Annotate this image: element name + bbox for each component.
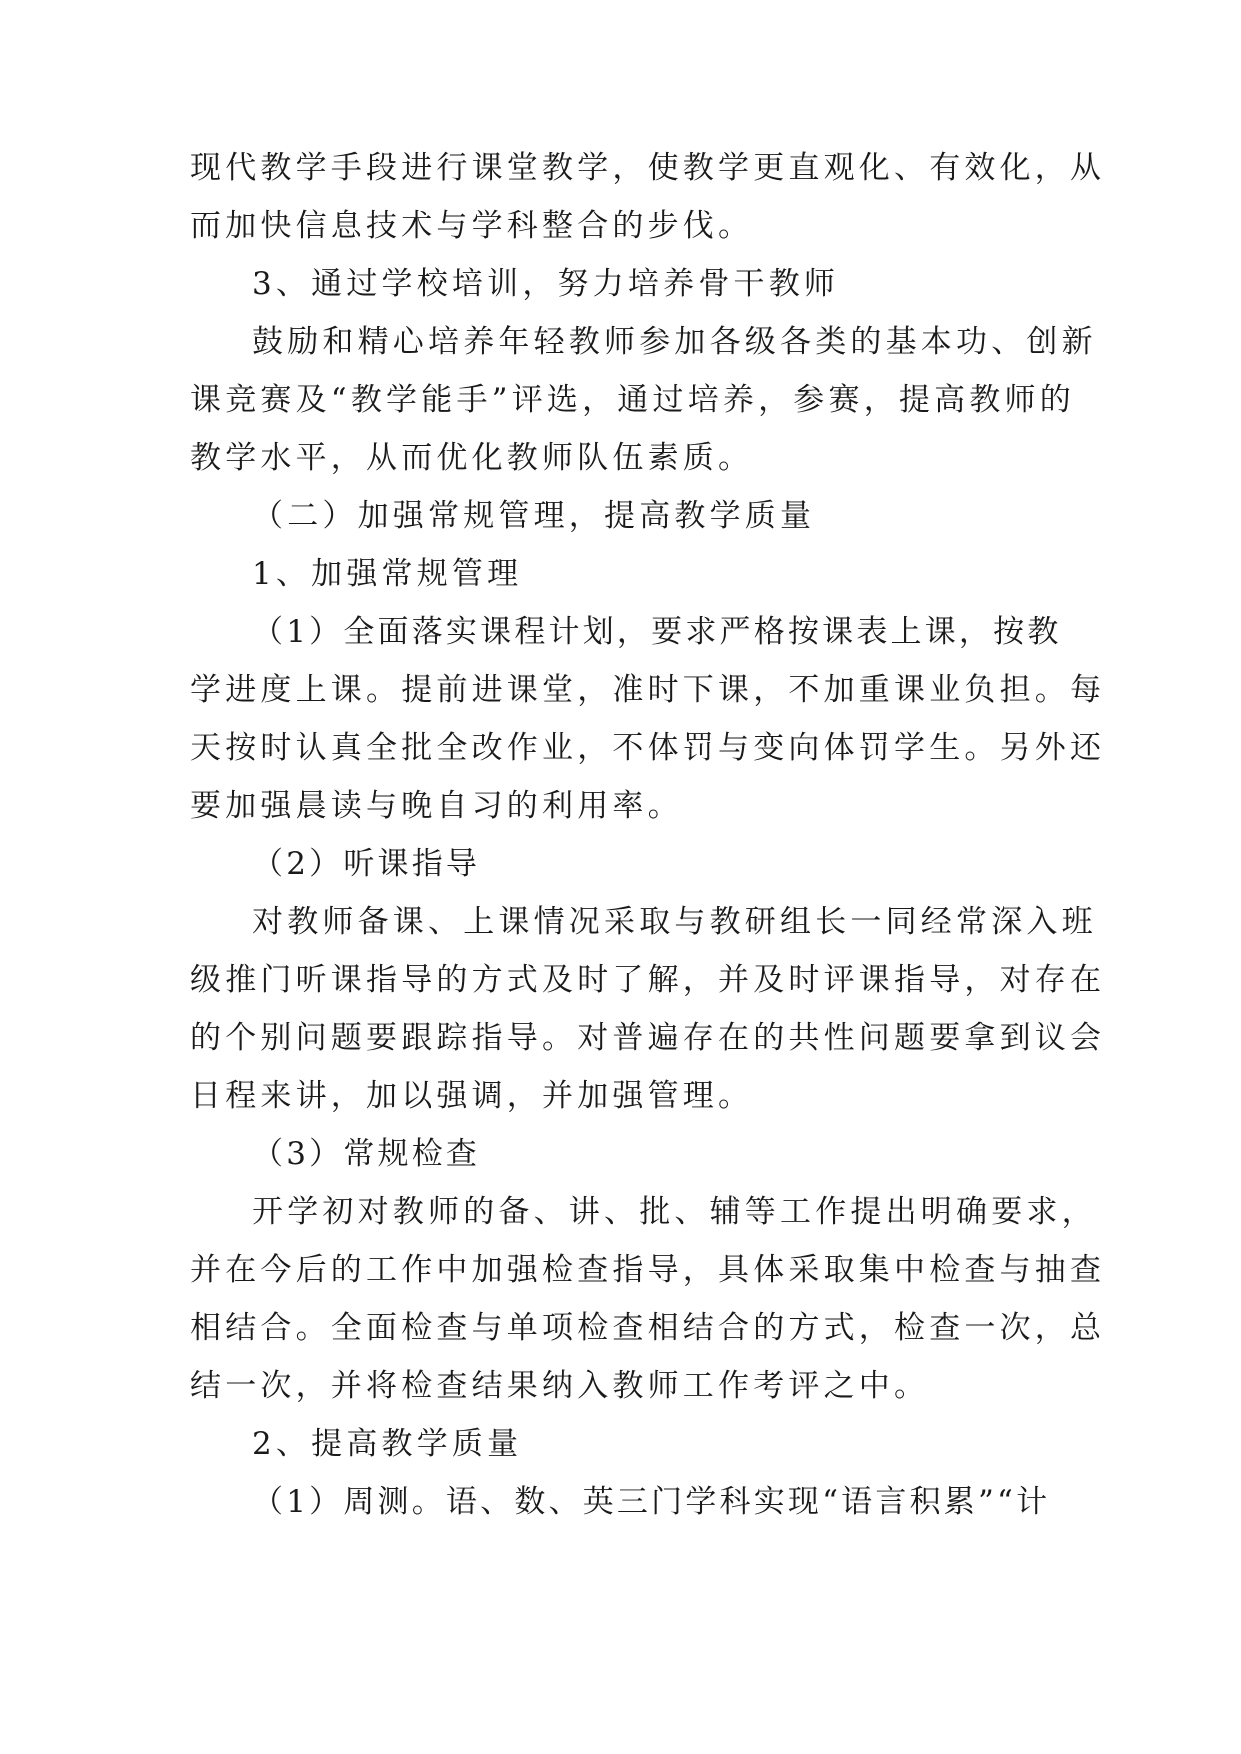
body-text-line: 日程来讲，加以强调，并加强管理。	[190, 1078, 754, 1114]
section-heading: 2、提高教学质量	[252, 1426, 523, 1462]
body-text-line: （1）周测。语、数、英三门学科实现“语言积累”“计	[252, 1484, 1051, 1520]
body-text-line: （1）全面落实课程计划，要求严格按课表上课，按教	[252, 614, 1062, 650]
body-text-line: 结一次，并将检查结果纳入教师工作考评之中。	[190, 1368, 930, 1404]
section-heading: （3）常规检查	[252, 1136, 481, 1172]
body-text-line: 对教师备课、上课情况采取与教研组长一同经常深入班	[252, 904, 1097, 940]
section-heading: （2）听课指导	[252, 846, 481, 882]
body-text-line: 学进度上课。提前进课堂，准时下课，不加重课业负担。每	[190, 672, 1106, 708]
body-text-line: 教学水平，从而优化教师队伍素质。	[190, 440, 754, 476]
body-text-line: 而加快信息技术与学科整合的步伐。	[190, 208, 754, 244]
body-text-line: 相结合。全面检查与单项检查相结合的方式，检查一次，总	[190, 1310, 1106, 1346]
section-heading: 3、通过学校培训，努力培养骨干教师	[252, 266, 840, 302]
section-heading: （二）加强常规管理，提高教学质量	[252, 498, 816, 534]
body-text-line: 并在今后的工作中加强检查指导，具体采取集中检查与抽查	[190, 1252, 1106, 1288]
body-text-line: 鼓励和精心培养年轻教师参加各级各类的基本功、创新	[252, 324, 1097, 360]
body-text-line: 级推门听课指导的方式及时了解，并及时评课指导，对存在	[190, 962, 1106, 998]
body-text-line: 开学初对教师的备、讲、批、辅等工作提出明确要求，	[252, 1194, 1097, 1230]
body-text-line: 要加强晨读与晚自习的利用率。	[190, 788, 683, 824]
section-heading: 1、加强常规管理	[252, 556, 523, 592]
body-text-line: 课竞赛及“教学能手”评选，通过培养，参赛，提高教师的	[190, 382, 1075, 418]
body-text-line: 天按时认真全批全改作业，不体罚与变向体罚学生。另外还	[190, 730, 1106, 766]
body-text-line: 现代教学手段进行课堂教学，使教学更直观化、有效化，从	[190, 150, 1106, 186]
body-text-line: 的个别问题要跟踪指导。对普遍存在的共性问题要拿到议会	[190, 1020, 1106, 1056]
